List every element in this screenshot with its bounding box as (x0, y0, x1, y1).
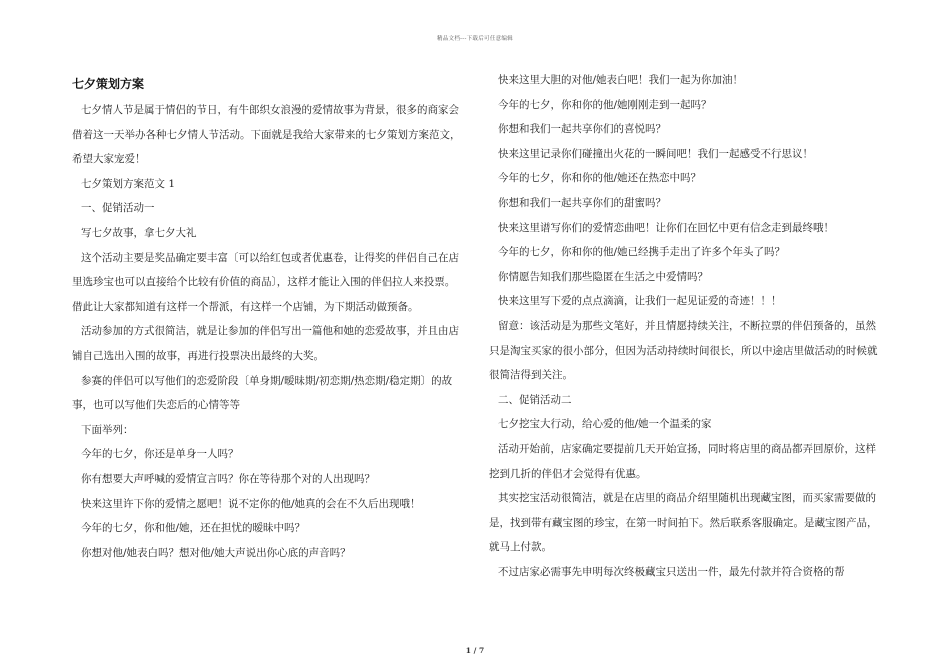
list-item: 你情愿告知我们那些隐匿在生活之中爱情吗？ (498, 270, 708, 283)
section-heading: 七夕策划方案范文 1 (81, 177, 176, 190)
activity-title: 写七夕故事，拿七夕大礼 (81, 226, 197, 239)
page-number: 1 / 7 (465, 646, 485, 655)
list-item: 快来这里记录你们碰撞出火花的一瞬间吧！我们一起感受不行思议！ (498, 147, 813, 160)
list-item: 快来这里许下你的爱情之愿吧！说不定你的他/她真的会在不久后出现哦！ (81, 497, 421, 510)
right-column (489, 68, 881, 584)
section-heading: 二、促销活动二 (498, 393, 572, 406)
paragraph: 活动参加的方式很简洁，就是让参加的伴侣写出一篇他和她的恋爱故事，并且由店铺自己选出入围的故事，再进行投票决出最终的大奖。 (72, 325, 459, 362)
list-item: 你想对他/她表白吗？想对他/她大声说出你心底的声音吗？ (81, 546, 351, 559)
paragraph: 其实挖宝活动很简洁，就是在店里的商品介绍里随机出现藏宝图，而买家需要做的是，找到带有藏宝图的珍宝，在第一时间拍下。然后联系客服确定。是藏宝图产品，就马上付款。 (489, 492, 878, 554)
list-item: 你想和我们一起共享你们的甜蜜吗？ (498, 196, 666, 209)
list-item: 快来这里写下爱的点点滴滴，让我们一起见证爱的奇迹！！！ (498, 295, 782, 308)
note-paragraph: 留意：该活动是为那些文笔好，并且情愿持续关注，不断拉票的伴侣预备的，虽然只是淘宝买家的很小部分，但因为活动持续时间很长，所以中途店里做活动的时候就很简洁得到关注。 (489, 319, 878, 382)
list-item: 今年的七夕，你和你的他/她还在热恋中吗？ (498, 172, 702, 185)
list-item: 今年的七夕，你和你的他/她刚刚走到一起吗？ (498, 98, 712, 111)
page-header: 精品文档---下载后可任意编辑 (436, 36, 514, 42)
left-column (72, 74, 464, 565)
paragraph: 参赛的伴侣可以写他们的恋爱阶段〔单身期/暧昧期/初恋期/热恋期/稳定期〕的故事，也可以写他们失恋后的心情等等 (72, 374, 453, 412)
paragraph: 活动开始前，店家确定要提前几天开始宣扬，同时将店里的商品都弄回原价，这样挖到几折的伴侣才会觉得有优惠。 (489, 442, 876, 480)
section-heading: 一、促销活动一 (81, 202, 155, 215)
list-item: 今年的七夕，你和他/她，还在担忧的暧昧中吗？ (81, 522, 306, 535)
list-item: 今年的七夕，你和你的他/她已经携手走出了许多个年头了吗？ (498, 246, 786, 259)
paragraph: 不过店家必需事先申明每次终极藏宝只送出一件，最先付款并符合资格的帮 (498, 565, 845, 578)
paragraph: 这个活动主要是奖品确定要丰富〔可以给红包或者优惠卷，让得奖的伴侣自己在店里选珍宝也可以直接给个比较有价值的商品〕，这样才能让入围的伴侣拉人来投票。借此让大家都知道有这样一个帮派，有这样一个店铺，为下期活动做预备。 (72, 251, 459, 313)
activity-title: 七夕挖宝大行动，给心爱的他/她一个温柔的家 (498, 418, 712, 431)
intro-paragraph: 七夕情人节是属于情侣的节日，有牛郎织女浪漫的爱情故事为背景，很多的商家会借着这一天举办各种七夕情人节活动。下面就是我给大家带来的七夕策划方案范文，希望大家宠爱！ (72, 104, 461, 166)
list-heading: 下面举列： (81, 423, 134, 436)
list-item: 今年的七夕，你还是单身一人吗？ (81, 448, 239, 461)
list-item: 你有想要大声呼喊的爱情宣言吗？你在等待那个对的人出现吗？ (81, 472, 375, 485)
list-item: 快来这里谱写你们的爱情恋曲吧！让你们在回忆中更有信念走到最终哦！ (498, 221, 834, 234)
list-item: 快来这里大胆的对他/她表白吧！我们一起为你加油！ (498, 74, 744, 86)
list-item: 你想和我们一起共享你们的喜悦吗？ (498, 123, 666, 136)
document-title: 七夕策划方案 (72, 77, 145, 91)
